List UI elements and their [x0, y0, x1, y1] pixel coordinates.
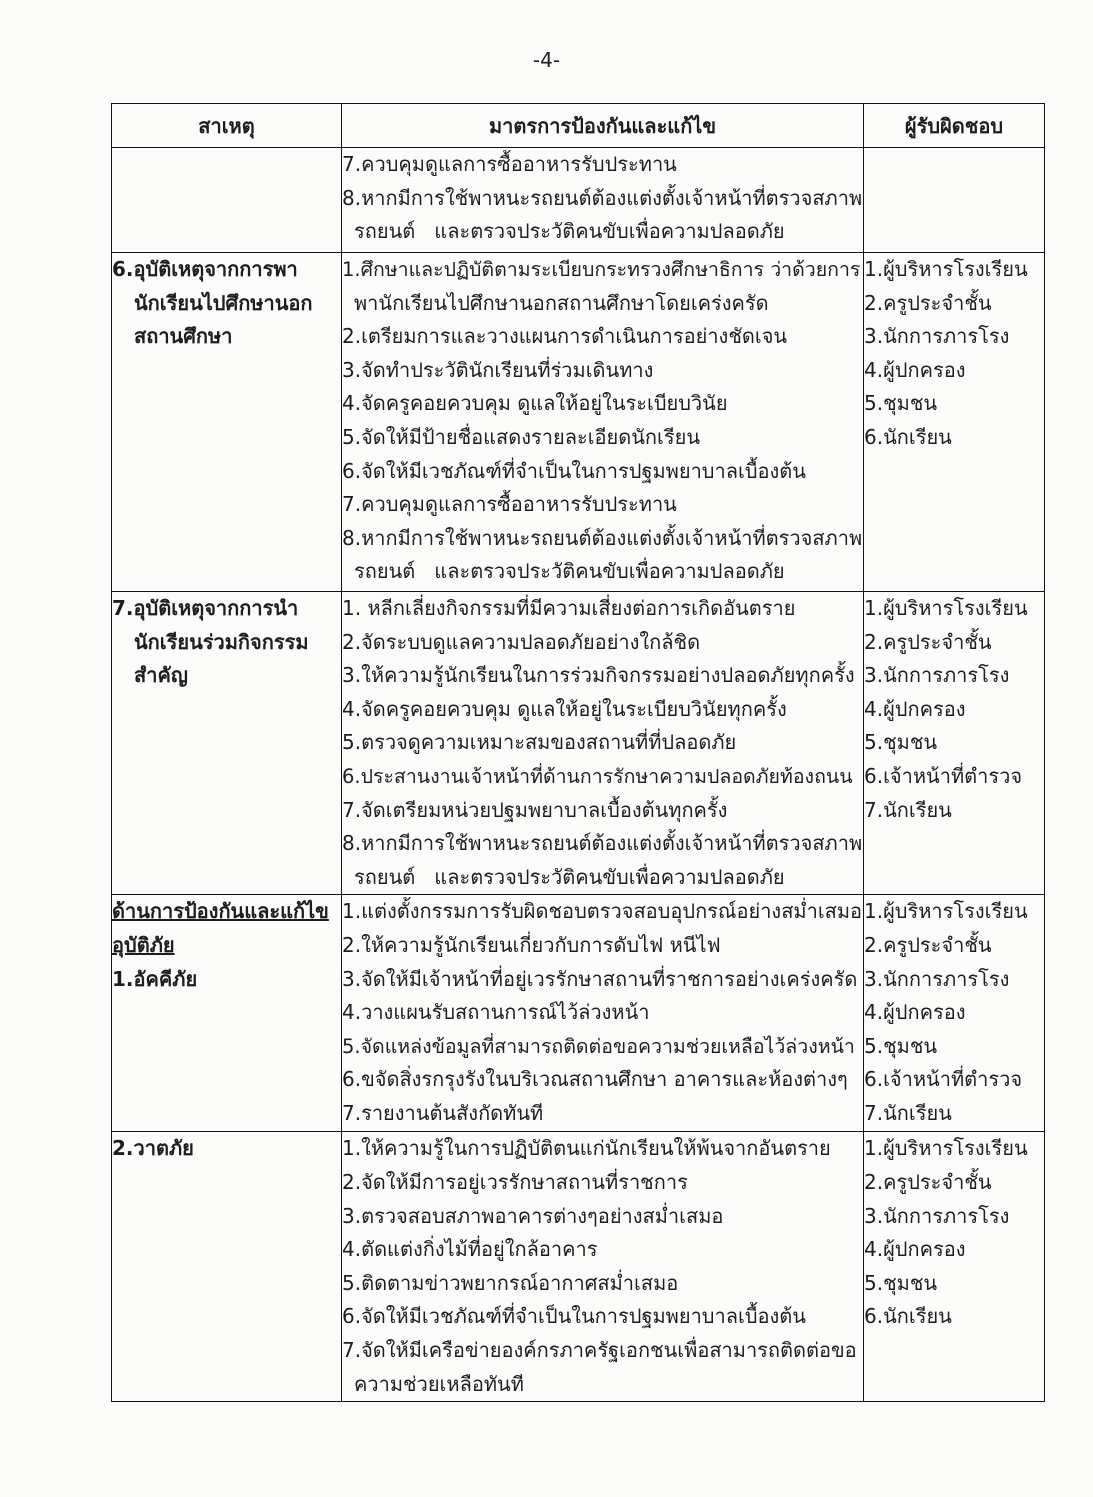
measures-cell — [342, 1132, 864, 1402]
responsible-item: 3.นักการภารโรง — [864, 663, 1010, 688]
table-row — [112, 1132, 1045, 1402]
responsible-cell — [864, 1132, 1045, 1402]
measure-item: 6.ขจัดสิ่งรกรุงรังในบริเวณสถานศึกษา อาคารและห้องต่างๆ — [342, 1067, 848, 1092]
responsible-item: 5.ชุมชน — [864, 1033, 938, 1058]
responsible-item: 4.ผู้ปกครอง — [864, 1237, 966, 1262]
measures-table — [111, 103, 1045, 1402]
measure-item: 1. หลีกเลี่ยงกิจกรรมที่มีความเสี่ยงต่อการเกิดอันตราย — [342, 596, 796, 620]
cause-cell — [112, 1132, 342, 1402]
responsible-item: 1.ผู้บริหารโรงเรียน — [864, 257, 1028, 281]
measure-item: 1.ให้ความรู้ในการปฏิบัติตนแก่นักเรียนให้พ้นจากอันตราย — [342, 1136, 831, 1161]
measures-cell — [342, 148, 864, 253]
measure-item: 5.ตรวจดูความเหมาะสมของสถานที่ที่ปลอดภัย — [342, 730, 737, 755]
measures-cell — [342, 253, 864, 592]
measure-item: รถยนต์ และตรวจประวัติคนขับเพื่อความปลอดภัย — [354, 559, 785, 584]
measure-item: รถยนต์ และตรวจประวัติคนขับเพื่อความปลอดภัย — [354, 864, 785, 889]
responsible-item: 2.ครูประจำชั้น — [864, 932, 992, 957]
cause-cell — [112, 253, 342, 592]
responsible-item: 4.ผู้ปกครอง — [864, 696, 966, 721]
cause-cell — [112, 592, 342, 895]
responsible-item: 7.นักเรียน — [864, 1100, 952, 1125]
responsible-item: 6.นักเรียน — [864, 424, 952, 449]
measure-item: 5.จัดให้มีป้ายชื่อแสดงรายละเอียดนักเรียน — [342, 424, 700, 449]
responsible-item: 3.นักการภารโรง — [864, 966, 1010, 991]
responsible-item: 3.นักการภารโรง — [864, 1203, 1010, 1228]
table-row — [112, 895, 1045, 1132]
measure-item: 2.จัดระบบดูแลความปลอดภัยอย่างใกล้ชิด — [342, 629, 701, 654]
measure-item: 8.หากมีการใช้พาหนะรถยนต์ต้องแต่งตั้งเจ้าหน้าที่ตรวจสภาพ — [342, 831, 863, 856]
measure-item: 4.จัดครูคอยควบคุม ดูแลให้อยู่ในระเบียบวินัย — [342, 391, 728, 416]
measure-item: รถยนต์ และตรวจประวัติคนขับเพื่อความปลอดภัย — [354, 219, 785, 244]
measure-item: 3.ให้ความรู้นักเรียนในการร่วมกิจกรรมอย่างปลอดภัยทุกครั้ง — [342, 663, 855, 688]
measure-item: 5.จัดแหล่งข้อมูลที่สามารถติดต่อขอความช่วยเหลือไว้ล่วงหน้า — [342, 1034, 855, 1058]
header-responsible — [864, 104, 1045, 148]
section-heading: อุบัติภัย — [112, 932, 175, 957]
table-header-row — [112, 104, 1045, 148]
measure-item: 3.จัดทำประวัตินักเรียนที่ร่วมเดินทาง — [342, 357, 654, 382]
responsible-item: 6.นักเรียน — [864, 1304, 952, 1329]
cause-line: 7.อุบัติเหตุจากการนำ — [112, 596, 299, 620]
responsible-cell — [864, 592, 1045, 895]
header-cause — [112, 104, 342, 148]
responsible-item: 2.ครูประจำชั้น — [864, 1169, 992, 1194]
header-measures — [342, 104, 864, 148]
measure-item: 7.รายงานต้นสังกัดทันที — [342, 1100, 544, 1125]
cause-line: 2.วาตภัย — [112, 1136, 194, 1161]
table-row — [112, 253, 1045, 592]
measure-item: 4.ตัดแต่งกิ่งไม้ที่อยู่ใกล้อาคาร — [342, 1237, 598, 1262]
header-responsible-label: ผู้รับผิดชอบ — [904, 113, 1004, 138]
measure-item: 7.จัดให้มีเครือข่ายองค์กรภาครัฐเอกชนเพื่อสามารถติดต่อขอ — [342, 1337, 857, 1362]
header-cause-label: สาเหตุ — [198, 113, 255, 138]
cause-line: 6.อุบัติเหตุจากการพา — [112, 257, 298, 281]
measure-item: 1.แต่งตั้งกรรมการรับผิดชอบตรวจสอบอุปกรณ์อย่างสม่ำเสมอ — [342, 899, 863, 924]
measure-item: 7.จัดเตรียมหน่วยปฐมพยาบาลเบื้องต้นทุกครั้ง — [342, 797, 728, 822]
measure-item: 1.ศึกษาและปฏิบัติตามระเบียบกระทรวงศึกษาธิการ ว่าด้วยการ — [342, 258, 861, 281]
table-row — [112, 148, 1045, 253]
measure-item: 2.ให้ความรู้นักเรียนเกี่ยวกับการดับไฟ หนีไฟ — [342, 932, 721, 957]
cause-line: สถานศึกษา — [134, 324, 233, 349]
cause-line: นักเรียนร่วมกิจกรรม — [134, 629, 309, 654]
responsible-cell — [864, 253, 1045, 592]
responsible-item: 7.นักเรียน — [864, 797, 952, 822]
measure-item: 5.ติดตามข่าวพยากรณ์อากาศสม่ำเสมอ — [342, 1270, 679, 1295]
measures-cell — [342, 895, 864, 1132]
responsible-item: 6.เจ้าหน้าที่ตำรวจ — [864, 1067, 1023, 1092]
responsible-item: 1.ผู้บริหารโรงเรียน — [864, 899, 1028, 924]
measure-item: 3.ตรวจสอบสภาพอาคารต่างๆอย่างสม่ำเสมอ — [342, 1203, 724, 1228]
responsible-item: 4.ผู้ปกครอง — [864, 357, 966, 382]
measure-item: 2.จัดให้มีการอยู่เวรรักษาสถานที่ราชการ — [342, 1169, 688, 1194]
responsible-item: 5.ชุมชน — [864, 730, 938, 755]
header-measures-label: มาตรการป้องกันและแก้ไข — [488, 113, 717, 138]
measure-item: พานักเรียนไปศึกษานอกสถานศึกษาโดยเคร่งครัด — [354, 290, 769, 315]
responsible-cell — [864, 895, 1045, 1132]
responsible-item: 2.ครูประจำชั้น — [864, 629, 992, 654]
measure-item: 6.จัดให้มีเวชภัณฑ์ที่จำเป็นในการปฐมพยาบาลเบื้องต้น — [342, 1304, 806, 1329]
measure-item: 8.หากมีการใช้พาหนะรถยนต์ต้องแต่งตั้งเจ้าหน้าที่ตรวจสภาพ — [342, 525, 863, 550]
measure-item: 4.วางแผนรับสถานการณ์ไว้ล่วงหน้า — [342, 1000, 650, 1025]
measure-item: 6.ประสานงานเจ้าหน้าที่ด้านการรักษาความปลอดภัยท้องถนน — [342, 764, 853, 788]
measure-item: 8.หากมีการใช้พาหนะรถยนต์ต้องแต่งตั้งเจ้าหน้าที่ตรวจสภาพ — [342, 185, 863, 210]
measure-item: 7.ควบคุมดูแลการซื้ออาหารรับประทาน — [342, 152, 677, 176]
measure-item: 2.เตรียมการและวางแผนการดำเนินการอย่างชัดเจน — [342, 324, 788, 349]
cause-line: สำคัญ — [134, 663, 188, 688]
cause-line: 1.อัคคีภัย — [112, 966, 198, 991]
measure-item: 6.จัดให้มีเวชภัณฑ์ที่จำเป็นในการปฐมพยาบาลเบื้องต้น — [342, 458, 806, 483]
cause-line: นักเรียนไปศึกษานอก — [134, 290, 313, 315]
responsible-item: 3.นักการภารโรง — [864, 324, 1010, 349]
section-heading: ด้านการป้องกันและแก้ไข — [112, 899, 329, 924]
cause-cell — [112, 148, 342, 253]
responsible-item: 1.ผู้บริหารโรงเรียน — [864, 1136, 1028, 1161]
responsible-item: 6.เจ้าหน้าที่ตำรวจ — [864, 763, 1023, 788]
responsible-item: 2.ครูประจำชั้น — [864, 290, 992, 315]
responsible-item: 5.ชุมชน — [864, 1270, 938, 1295]
responsible-item: 1.ผู้บริหารโรงเรียน — [864, 596, 1028, 620]
measure-item: 4.จัดครูคอยควบคุม ดูแลให้อยู่ในระเบียบวินัยทุกครั้ง — [342, 696, 787, 721]
page-number: -4- — [532, 48, 561, 72]
measure-item: ความช่วยเหลือทันที — [354, 1371, 524, 1396]
table-row — [112, 592, 1045, 895]
measure-item: 7.ควบคุมดูแลการซื้ออาหารรับประทาน — [342, 492, 677, 517]
cause-cell — [112, 895, 342, 1132]
responsible-item: 5.ชุมชน — [864, 391, 938, 416]
responsible-item: 4.ผู้ปกครอง — [864, 1000, 966, 1025]
responsible-cell — [864, 148, 1045, 253]
measures-cell — [342, 592, 864, 895]
measure-item: 3.จัดให้มีเจ้าหน้าที่อยู่เวรรักษาสถานที่ราชการอย่างเคร่งครัด — [342, 966, 858, 991]
